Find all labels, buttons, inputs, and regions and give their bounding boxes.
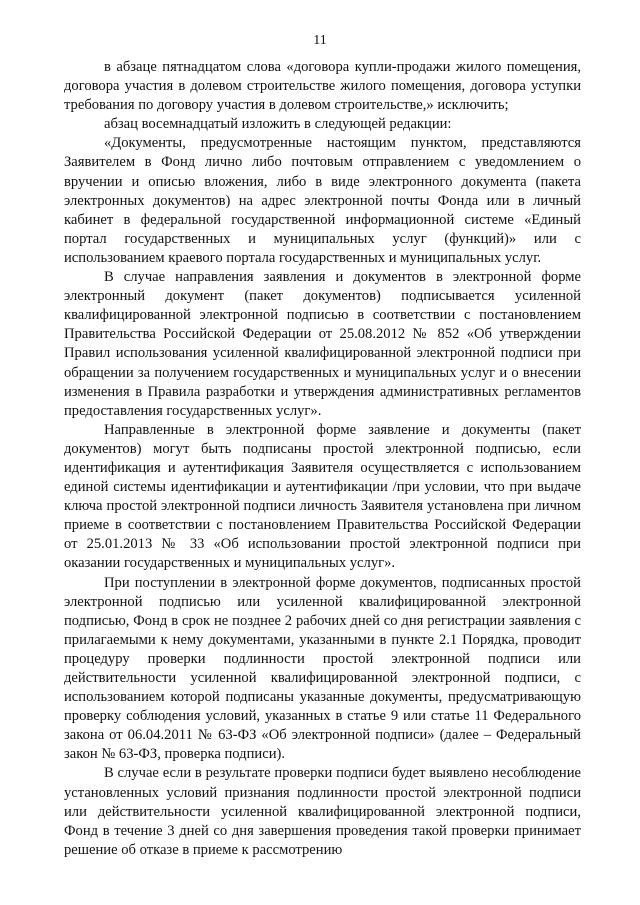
paragraph-5: Направленные в электронной форме заявление и документы (пакет документов) могут быть подписаны простой электронной подписью, если идентификация и аутентификация Заявителя осуществляется с использованием единой системы идентификации и аутентификации /при условии, что при выдаче ключа простой электронной подписи личность Заявителя установлена при личном приеме в соответствии с постановлением Правительства Российской Федерации от 25.01.2013 № 33 «Об использовании простой электронной подписи при оказании государственных и муниципальных услуг». — [64, 421, 581, 572]
page-number: 11 — [313, 33, 327, 48]
document-body — [64, 58, 581, 860]
paragraph-1: в абзаце пятнадцатом слова «договора купли-продажи жилого помещения, договора участия в долевом строительстве жилого помещения, договора уступки требования по договору участия в долевом строительстве,» исключить; — [64, 59, 581, 114]
paragraph-3: «Документы, предусмотренные настоящим пунктом, представляются Заявителем в Фонд лично либо почтовым отправлением с уведомлением о вручении и описью вложения, либо в виде электронного документа (пакета электронных документов) на адрес электронной почты Фонда или в личный кабинет в федеральной государственной информационной системе «Единый портал государственных и муниципальных услуг (функций)» или с использованием краевого портала государственных и муниципальных услуг. — [64, 135, 581, 266]
paragraph-4: В случае направления заявления и документов в электронной форме электронный документ (пакет документов) подписывается усиленной квалифицированной электронной подписью в соответствии с постановлением Правительства Российской Федерации от 25.08.2012 № 852 «Об утверждении Правил использования усиленной квалифицированной электронной подписи при обращении за получением государственных и муниципальных услуг и о внесении изменения в Правила разработки и утверждения административных регламентов предоставления государственных услуг». — [64, 269, 581, 419]
paragraph-2: абзац восемнадцатый изложить в следующей редакции: — [104, 116, 452, 133]
paragraph-7: В случае если в результате проверки подписи будет выявлено несоблюдение установленных условий признания подлинности простой электронной подписи или действительности усиленной квалифицированной электронной подписи, Фонд в течение 3 дней со дня завершения проведения такой проверки принимает решение об отказе в приеме к рассмотрению — [64, 765, 581, 858]
paragraph-6: При поступлении в электронной форме документов, подписанных простой электронной подписью или усиленной квалифицированной электронной подписью, Фонд в срок не позднее 2 рабочих дней со дня регистрации заявления с прилагаемыми к нему документами, указанными в пункте 2.1 Порядка, проводит процедуру проверки подлинности простой электронной подписи или действительности усиленной квалифицированной электронной подписи, с использованием которой подписаны указанные документы, предусматривающую проверку соблюдения условий, указанных в статье 9 или статье 11 Федерального закона от 06.04.2011 № 63-ФЗ «Об электронной подписи» (далее – Федеральный закон № 63-ФЗ, проверка подписи). — [64, 574, 581, 763]
